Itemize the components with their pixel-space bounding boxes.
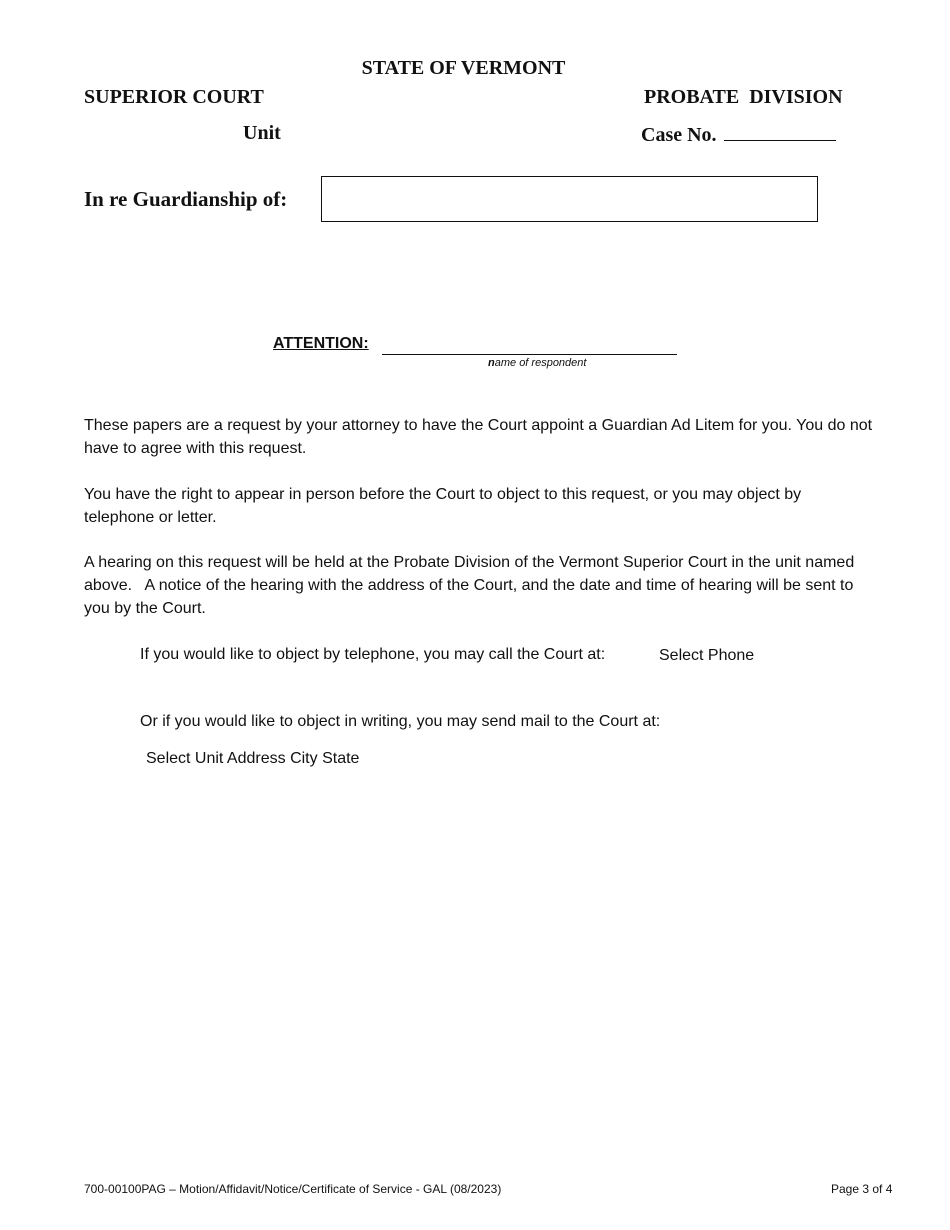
respondent-caption-rest: ame of respondent (494, 357, 587, 369)
state-heading: STATE OF VERMONT (361, 57, 566, 79)
respondent-caption (488, 357, 586, 369)
attention-label: ATTENTION: (273, 335, 369, 352)
court-heading: SUPERIOR COURT (84, 86, 264, 108)
phone-select[interactable]: Select Phone (659, 647, 755, 664)
division-heading: PROBATE DIVISION (644, 86, 843, 108)
form-identifier: 700-00100PAG – Motion/Affidavit/Notice/Certificate of Service - GAL (08/2023) (84, 1182, 502, 1196)
unit-label: Unit (243, 122, 281, 144)
respondent-caption-initial: n (488, 357, 495, 369)
mail-instructions: Or if you would like to object in writing, you may send mail to the Court at: (140, 713, 661, 730)
paragraph-right-to-appear: You have the right to appear in person before the Court to object to this request, or you may object by telephone or letter. (84, 486, 802, 526)
case-number (641, 122, 836, 147)
respondent-name-field[interactable] (382, 354, 677, 355)
paragraph-request: These papers are a request by your attorney to have the Court appoint a Guardian Ad Litem for you. You do not have to agree with this request. (84, 417, 873, 457)
page-number: Page 3 of 4 (831, 1182, 893, 1196)
in-re-label: In re Guardianship of: (84, 187, 288, 211)
case-number-label: Case No. (641, 124, 717, 146)
guardianship-name-field[interactable] (321, 176, 818, 222)
case-number-field[interactable] (724, 122, 836, 141)
telephone-instructions: If you would like to object by telephone, you may call the Court at: (140, 646, 606, 663)
address-select[interactable]: Select Unit Address City State (146, 750, 360, 767)
paragraph-hearing: A hearing on this request will be held at the Probate Division of the Vermont Superior Court in the unit named above. A notice of the hearing with the address of the Court, and the date and time of hearing will be sent to you by the Court. (84, 554, 859, 617)
